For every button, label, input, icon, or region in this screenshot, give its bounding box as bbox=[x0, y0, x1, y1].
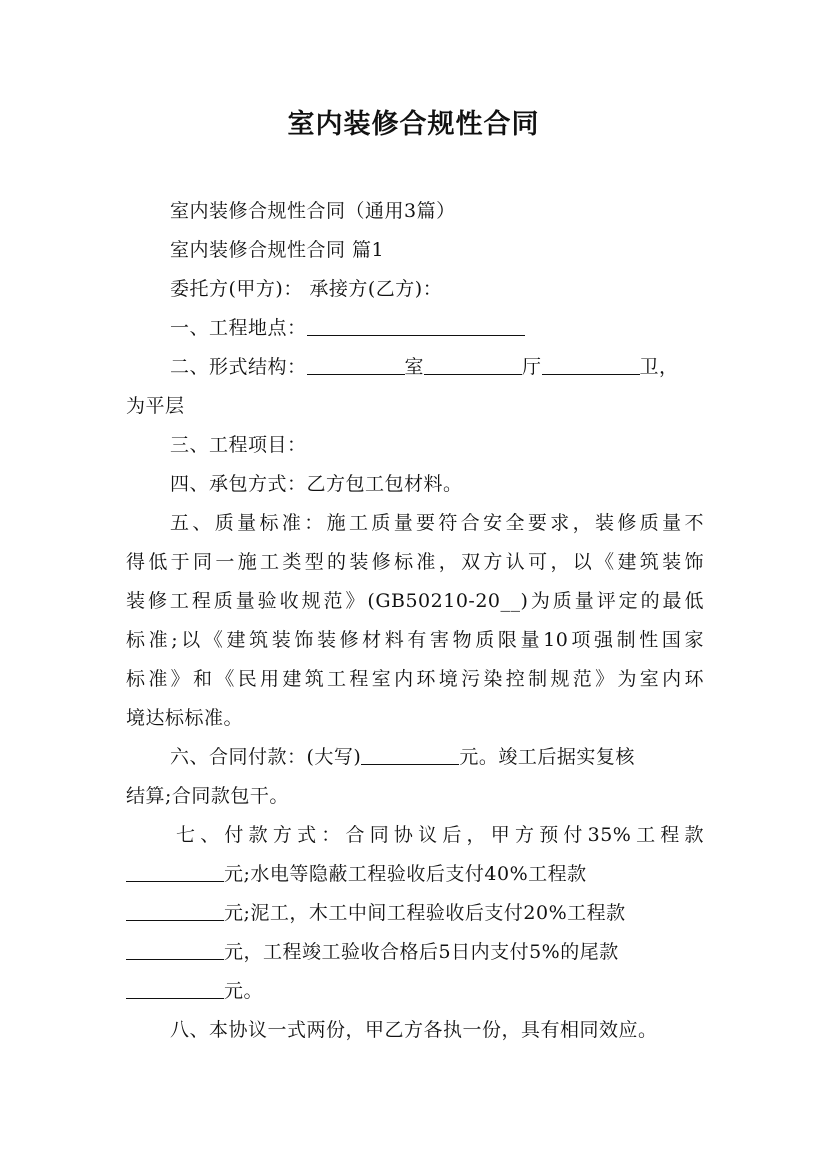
section-title: 室内装修合规性合同 篇1 bbox=[170, 239, 385, 261]
item-payment-terms-line-3 bbox=[126, 900, 704, 926]
item-quality-line-1: 五、质量标准：施工质量要符合安全要求，装修质量不 bbox=[170, 512, 704, 534]
item-quality-line-6: 境达标标准。 bbox=[126, 707, 244, 729]
item-structure bbox=[170, 354, 704, 380]
payment-terms-text-4: 元，工程竣工验收合格后5日内支付5%的尾款 bbox=[224, 941, 619, 963]
parties-line: 委托方(甲方)： 承接方(乙方)： bbox=[170, 278, 443, 300]
document-title: 室内装修合规性合同 bbox=[287, 109, 540, 140]
item-location bbox=[170, 315, 704, 341]
room-text: 室 bbox=[404, 356, 425, 378]
item-payment-terms-line-1: 七、付款方式：合同协议后，甲方预付35%工程款 bbox=[176, 824, 704, 846]
bath-blank bbox=[542, 356, 640, 375]
item-payment-terms-line-5 bbox=[126, 978, 704, 1004]
item-structure-cont: 为平层 bbox=[126, 395, 185, 417]
payment-blank-2 bbox=[126, 863, 224, 882]
item-project: 三、工程项目： bbox=[170, 434, 307, 456]
document-subtitle: 室内装修合规性合同（通用3篇） bbox=[170, 200, 456, 222]
payment-blank-5 bbox=[126, 980, 224, 999]
item-location-label: 一、工程地点： bbox=[170, 317, 307, 339]
payment-blank-3 bbox=[126, 902, 224, 921]
hall-text: 厅 bbox=[522, 356, 542, 378]
hall-blank bbox=[424, 356, 522, 375]
item-payment-amount-cont: 结算;合同款包干。 bbox=[126, 785, 289, 807]
item-payment-terms-line-4 bbox=[126, 939, 704, 965]
item-contract-mode: 四、承包方式：乙方包工包材料。 bbox=[170, 473, 463, 495]
payment-terms-text-5: 元。 bbox=[224, 980, 264, 1002]
item-structure-label: 二、形式结构： bbox=[170, 356, 307, 378]
item-payment-amount bbox=[170, 744, 704, 770]
payment-terms-text-3: 元;泥工，木工中间工程验收后支付20%工程款 bbox=[224, 902, 626, 924]
payment-amount-blank bbox=[361, 746, 459, 765]
payment-terms-text-2: 元;水电等隐蔽工程验收后支付40%工程款 bbox=[224, 863, 587, 885]
item-quality-line-2: 得低于同一施工类型的装修标准，双方认可，以《建筑装饰 bbox=[126, 551, 704, 573]
payment-amount-prefix: 六、合同付款：(大写) bbox=[170, 746, 362, 768]
payment-blank-4 bbox=[126, 941, 224, 960]
item-payment-terms-line-2 bbox=[126, 861, 704, 887]
item-quality-line-3: 装修工程质量验收规范》(GB50210-20__)为质量评定的最低 bbox=[126, 590, 704, 612]
item-quality-line-4: 标准;以《建筑装饰装修材料有害物质限量10项强制性国家 bbox=[126, 629, 704, 651]
item-copies: 八、本协议一式两份，甲乙方各执一份，具有相同效应。 bbox=[170, 1019, 658, 1041]
room-blank bbox=[307, 356, 405, 375]
item-quality-line-5: 标准》和《民用建筑工程室内环境污染控制规范》为室内环 bbox=[126, 668, 704, 690]
bath-text: 卫， bbox=[639, 356, 679, 378]
payment-amount-suffix: 元。竣工后据实复核 bbox=[459, 746, 635, 768]
location-blank bbox=[307, 317, 525, 336]
